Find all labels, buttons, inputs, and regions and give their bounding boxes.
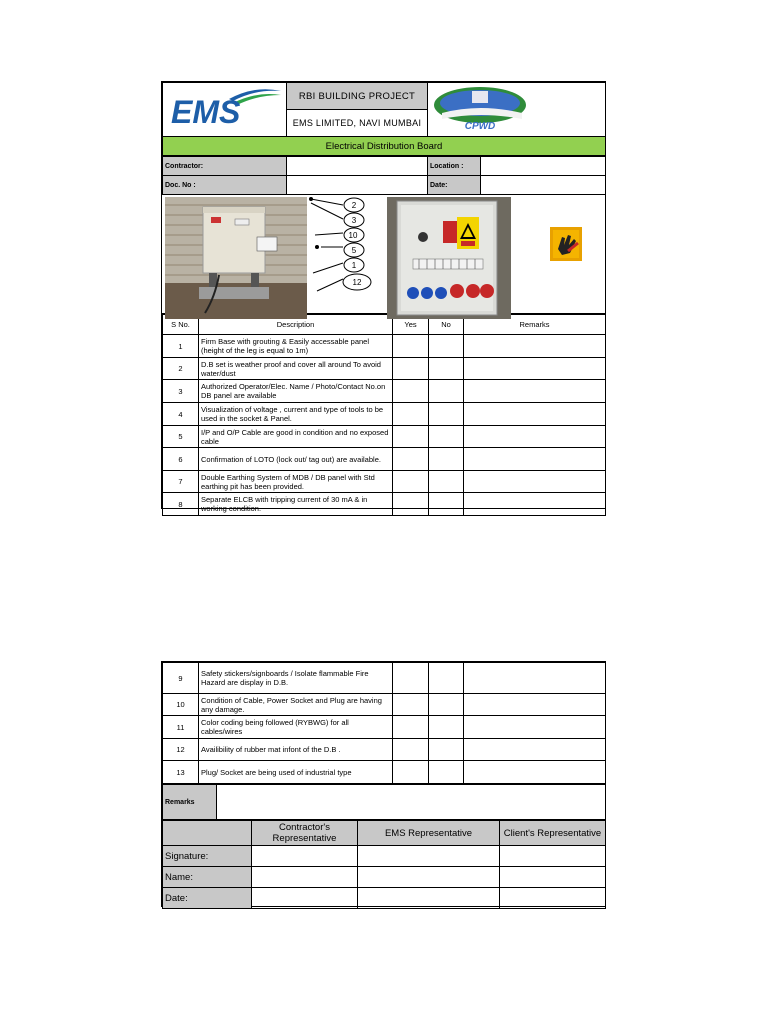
no-cell[interactable] [429, 761, 464, 784]
item-number: 5 [163, 426, 199, 448]
callout-label: 10 [348, 231, 358, 240]
item-number: 8 [163, 493, 199, 516]
no-cell[interactable] [429, 358, 464, 380]
checklist-table [162, 314, 606, 516]
item-description: Firm Base with grouting & Easily accessable panel (height of the leg is equal to 1m) [199, 335, 393, 358]
item-description: Confirmation of LOTO (lock out/ tag out) are available. [199, 448, 393, 471]
item-description: Authorized Operator/Elec. Name / Photo/Contact No.on DB panel are available [199, 380, 393, 403]
item-description: Double Earthing System of MDB / DB panel with Std earthing pit has been provided. [199, 471, 393, 493]
distribution-board-photo [165, 197, 307, 319]
yes-cell[interactable] [393, 663, 429, 694]
remarks-label: Remarks [163, 785, 217, 820]
item-number: 3 [163, 380, 199, 403]
ems-name-field[interactable] [358, 867, 500, 888]
no-cell[interactable] [429, 380, 464, 403]
item-description: Plug/ Socket are being used of industrial type [199, 761, 393, 784]
yes-cell[interactable] [393, 448, 429, 471]
client-logo [428, 83, 606, 137]
location-field[interactable] [481, 157, 606, 176]
logo-text: EMS [171, 94, 241, 130]
contractor-label: Contractor: [163, 157, 287, 176]
yes-cell[interactable] [393, 403, 429, 426]
remarks-header: Remarks [464, 315, 606, 335]
checklist-sheet-1 [161, 81, 606, 513]
ems-signature-field[interactable] [358, 846, 500, 867]
item-description: Color coding being followed (RYBWG) for all cables/wires [199, 716, 393, 739]
table-row [163, 380, 606, 403]
ems-rep-header: EMS Representative [358, 821, 500, 846]
table-row [163, 448, 606, 471]
signature-row-label: Signature: [163, 846, 252, 867]
photo-region [162, 195, 605, 314]
remarks-cell[interactable] [464, 426, 606, 448]
yes-cell[interactable] [393, 335, 429, 358]
table-row [163, 358, 606, 380]
no-cell[interactable] [429, 403, 464, 426]
table-row [163, 694, 606, 716]
item-description: Availibility of rubber mat infont of the D.B . [199, 739, 393, 761]
item-number: 13 [163, 761, 199, 784]
remarks-cell[interactable] [464, 493, 606, 516]
date-field[interactable] [481, 176, 606, 195]
remarks-cell[interactable] [464, 471, 606, 493]
remarks-field[interactable] [217, 785, 606, 820]
remarks-cell[interactable] [464, 335, 606, 358]
item-description: Condition of Cable, Power Socket and Plug are having any damage. [199, 694, 393, 716]
date-label: Date: [428, 176, 481, 195]
table-row [163, 403, 606, 426]
client-signature-field[interactable] [500, 846, 606, 867]
callout-diagram [307, 195, 397, 313]
remarks-cell[interactable] [464, 403, 606, 426]
table-row [163, 663, 606, 694]
ems-date-field[interactable] [358, 888, 500, 909]
remarks-cell[interactable] [464, 663, 606, 694]
doc-no-field[interactable] [287, 176, 428, 195]
table-row [163, 471, 606, 493]
callout-label: 3 [351, 216, 357, 225]
no-cell[interactable] [429, 471, 464, 493]
table-row [163, 739, 606, 761]
checklist-sheet-2 [161, 661, 606, 907]
item-description: I/P and O/P Cable are good in condition and no exposed cable [199, 426, 393, 448]
no-cell[interactable] [429, 426, 464, 448]
client-date-field[interactable] [500, 888, 606, 909]
callout-label: 12 [352, 278, 362, 287]
callout-label: 5 [351, 246, 357, 255]
ems-logo-mark [163, 83, 285, 131]
yes-cell[interactable] [393, 716, 429, 739]
remarks-cell[interactable] [464, 358, 606, 380]
yes-cell[interactable] [393, 426, 429, 448]
item-number: 2 [163, 358, 199, 380]
date-row-label: Date: [163, 888, 252, 909]
no-cell[interactable] [429, 739, 464, 761]
yes-cell[interactable] [393, 358, 429, 380]
callout-label: 1 [351, 261, 357, 270]
sno-header: S No. [163, 315, 199, 335]
cpwd-logo [428, 83, 604, 131]
item-number: 12 [163, 739, 199, 761]
client-logo-text: CPWD [464, 121, 496, 131]
panel-closeup-photo [387, 197, 511, 319]
client-rep-header: Client's Representative [500, 821, 606, 846]
yes-cell[interactable] [393, 739, 429, 761]
yes-cell[interactable] [393, 761, 429, 784]
doc-no-label: Doc. No : [163, 176, 287, 195]
yes-cell[interactable] [393, 493, 429, 516]
contractor-signature-field[interactable] [252, 846, 358, 867]
no-header: No [429, 315, 464, 335]
no-cell[interactable] [429, 335, 464, 358]
info-table [162, 156, 606, 195]
signature-corner [163, 821, 252, 846]
no-cell[interactable] [429, 694, 464, 716]
yes-cell[interactable] [393, 380, 429, 403]
remarks-cell[interactable] [464, 380, 606, 403]
item-description: Visualization of voltage , current and type of tools to be used in the socket & Panel. [199, 403, 393, 426]
remarks-cell[interactable] [464, 694, 606, 716]
item-description: Separate ELCB with tripping current of 30 mA & in working condition. [199, 493, 393, 516]
no-cell[interactable] [429, 716, 464, 739]
client-name-field[interactable] [500, 867, 606, 888]
table-row [163, 716, 606, 739]
company-name: EMS LIMITED, NAVI MUMBAI [287, 110, 428, 137]
item-description: Safety stickers/signboards / Isolate flammable Fire Hazard are display in D.B. [199, 663, 393, 694]
hand-warning-icon [550, 227, 582, 261]
checklist-table-continued [162, 662, 606, 784]
no-cell[interactable] [429, 493, 464, 516]
item-number: 10 [163, 694, 199, 716]
no-cell[interactable] [429, 448, 464, 471]
table-row [163, 761, 606, 784]
remarks-cell[interactable] [464, 761, 606, 784]
header-table [162, 82, 606, 156]
contractor-field[interactable] [287, 157, 428, 176]
item-number: 9 [163, 663, 199, 694]
name-row-label: Name: [163, 867, 252, 888]
item-number: 11 [163, 716, 199, 739]
contractor-rep-header: Contractor's Representative [252, 821, 358, 846]
yes-cell[interactable] [393, 471, 429, 493]
table-row [163, 426, 606, 448]
project-title: RBI BUILDING PROJECT [287, 83, 428, 110]
contractor-name-field[interactable] [252, 867, 358, 888]
remarks-cell[interactable] [464, 716, 606, 739]
form-title: Electrical Distribution Board [163, 137, 606, 156]
remarks-cell[interactable] [464, 739, 606, 761]
signature-table [162, 820, 606, 909]
item-number: 7 [163, 471, 199, 493]
item-description: D.B set is weather proof and cover all around To avoid water/dust [199, 358, 393, 380]
table-row [163, 493, 606, 516]
item-number: 4 [163, 403, 199, 426]
table-row [163, 335, 606, 358]
item-number: 6 [163, 448, 199, 471]
yes-header: Yes [393, 315, 429, 335]
remarks-cell[interactable] [464, 448, 606, 471]
no-cell[interactable] [429, 663, 464, 694]
location-label: Location : [428, 157, 481, 176]
remarks-table [162, 784, 606, 820]
ems-logo [163, 83, 287, 137]
contractor-date-field[interactable] [252, 888, 358, 909]
callout-label: 2 [351, 201, 357, 210]
description-header: Description [199, 315, 393, 335]
item-number: 1 [163, 335, 199, 358]
yes-cell[interactable] [393, 694, 429, 716]
